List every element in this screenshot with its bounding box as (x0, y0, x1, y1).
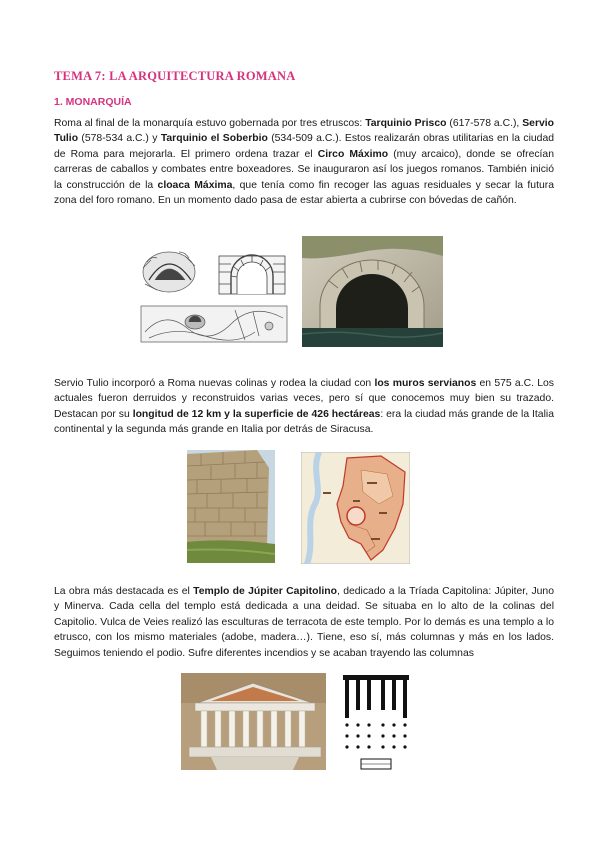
section-heading: 1. MONARQUÍA (54, 96, 132, 108)
text-run: (617-578 a.C.), (446, 118, 523, 129)
text-run: Servio Tulio incorporó a Roma nuevas colinas y rodea la ciudad con (54, 378, 375, 389)
bold-term: Tarquinio el Soberbio (160, 133, 268, 145)
bold-term: los muros servianos (374, 378, 477, 389)
bold-term: Circo Máximo (317, 148, 389, 160)
text-run: , dedicado a la Tríada Capitolina: Júpiter, Juno y Minerva. Cada cella del templo está dedicada a una deidad. Se situaba en lo alto de la colinas del Capitolio. Vulca de Veies realizó las esculturas de terracota de este templo. Por lo demás es una templo a lo etrusco, con los mismo materiales (adobe, madera…). Tiene, eso sí, más columnas y más en los lados. Seguimos teniendo el podio. Sufre diferentes incendios y se acaban trayendo las columnas (54, 586, 554, 659)
paragraph-templo-jupiter (54, 584, 554, 661)
cloaca-maxima-photo (302, 236, 443, 347)
text-run: , que tenía como fin recoger las aguas residuales y secar la futura zona del foro romano. En un momento dado pasa de estar abierta a cubrirse con bóvedas de cañón. (54, 179, 554, 207)
bold-term: Tarquinio Prisco (365, 118, 447, 129)
servian-wall-photo (187, 450, 275, 563)
page-title: TEMA 7: LA ARQUITECTURA ROMANA (54, 69, 296, 83)
bold-term: Servio Tulio (54, 118, 554, 145)
paragraph-monarquia (54, 116, 554, 208)
text-run: en 575 a.C. Los actuales fueron derruidos y reconstruidos varias veces, pero sí que conocemos muy bien su trazado. Destacan por su (54, 378, 554, 420)
temple-floor-plan (341, 673, 411, 773)
text-run: (534-509 a.C.). Estos realizarán obras utilitarias en la ciudad de Roma para mejorarla. El primero ordena trazar el (54, 133, 554, 160)
bold-term: Templo de Júpiter Capitolino (193, 586, 337, 597)
text-run: La obra más destacada es el (54, 586, 194, 597)
text-run: (muy arcaico), donde se ofrecían carreras de caballos y combates entre boxeadores. Se inauguraron así los juegos romanos. También inició la construcción de la (54, 148, 554, 191)
temple-model-photo (181, 673, 326, 770)
cloaca-drawings-image (135, 240, 293, 348)
bold-term: cloaca Máxima (157, 179, 233, 191)
text-run: : era la ciudad más grande de la Italia continental y la segunda más grande en Italia por detrás de Siracusa. (54, 408, 554, 436)
text-run: Roma al final de la monarquía estuvo gobernada por tres etruscos: (54, 118, 366, 129)
bold-term: longitud de 12 km y la superficie de 426 hectáreas (132, 408, 381, 420)
paragraph-muros-servianos (54, 376, 554, 438)
servian-wall-map (301, 452, 410, 564)
text-run: (578-534 a.C.) y (78, 133, 161, 145)
